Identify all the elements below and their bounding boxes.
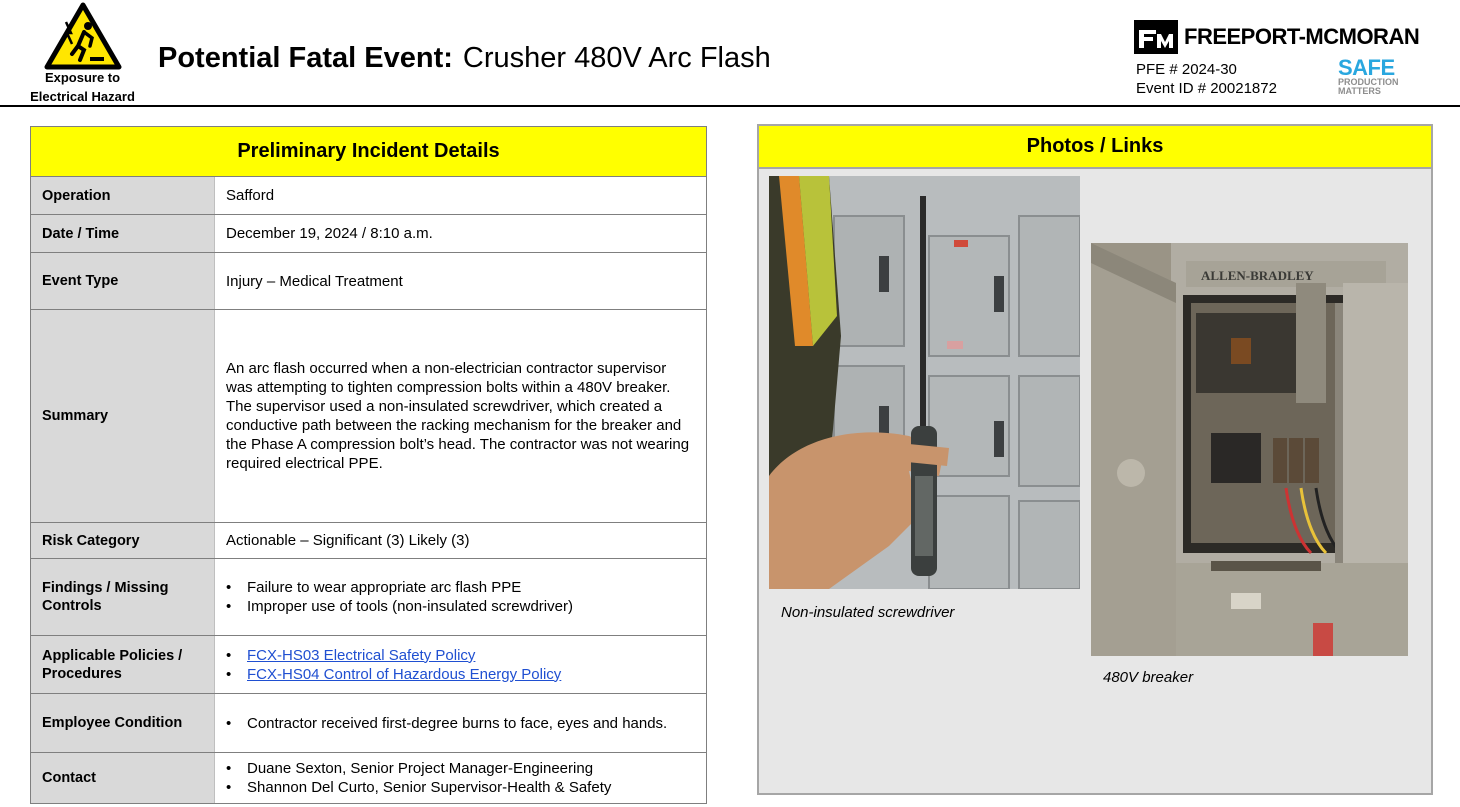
breaker-photo: [1091, 243, 1408, 656]
risk-category-value: Actionable – Significant (3) Likely (3): [226, 532, 470, 549]
operation-value: Safford: [226, 187, 275, 204]
list-item: • Improper use of tools (non-insulated screwdriver): [226, 597, 573, 616]
date-time-value: December 19, 2024 / 8:10 a.m.: [226, 225, 433, 242]
findings-label: Findings / Missing Controls: [31, 559, 215, 635]
row-event-type: [31, 253, 706, 310]
pfe-number: PFE # 2024-30: [1136, 61, 1237, 78]
screwdriver-caption: Non-insulated screwdriver: [781, 604, 955, 621]
page-header: [0, 0, 1460, 106]
electrical-hazard-warning-icon: [44, 2, 122, 70]
list-item: • Shannon Del Curto, Senior Supervisor-Health & Safety: [226, 778, 611, 797]
list-item: • Contractor received first-degree burns to face, eyes and hands.: [226, 714, 667, 733]
summary-label: Summary: [31, 310, 215, 522]
hazard-label-line2: Electrical Hazard: [30, 89, 135, 104]
row-summary: [31, 310, 706, 523]
screwdriver-photo: [769, 176, 1080, 589]
event-identifiers: [1136, 60, 1277, 98]
list-item: • Failure to wear appropriate arc flash PPE: [226, 578, 573, 597]
title-prefix: Potential Fatal Event:: [158, 42, 453, 74]
row-operation: [31, 177, 706, 215]
row-policies: [31, 636, 706, 694]
event-id: Event ID # 20021872: [1136, 80, 1277, 97]
photos-links-heading: Photos / Links: [759, 126, 1431, 169]
event-type-value: Injury – Medical Treatment: [226, 272, 403, 290]
incident-details-heading: Preliminary Incident Details: [31, 127, 706, 177]
safe-logo-tagline: [1338, 78, 1408, 96]
company-name: FREEPORT-MCMORAN: [1184, 24, 1420, 49]
title-event-name: Crusher 480V Arc Flash: [462, 42, 771, 74]
contact-list: [226, 759, 611, 797]
safe-logo-line2: MATTERS: [1338, 86, 1381, 96]
policies-label: Applicable Policies / Procedures: [31, 636, 215, 693]
findings-list: [226, 578, 573, 616]
fm-logo-mark-icon: [1134, 20, 1178, 54]
summary-value: An arc flash occurred when a non-electrician contractor supervisor was attempting to tighten compression bolts within a 480V breaker. The supervisor used a non-insulated screwdriver, which created a conductive path between the racking mechanism for the breaker and the Phase A compression bolt’s head. The contractor was not wearing required electrical PPE.: [226, 360, 690, 472]
safe-production-matters-logo: [1338, 57, 1408, 97]
contact-label: Contact: [31, 753, 215, 803]
policy-link-electrical-safety[interactable]: FCX-HS03 Electrical Safety Policy: [247, 646, 476, 664]
policy-link-hazardous-energy[interactable]: FCX-HS04 Control of Hazardous Energy Policy: [247, 665, 562, 683]
date-time-label: Date / Time: [31, 215, 215, 252]
row-employee-condition: [31, 694, 706, 753]
breaker-caption: 480V breaker: [1103, 669, 1194, 686]
list-item: • Duane Sexton, Senior Project Manager-Engineering: [226, 759, 611, 778]
company-logo: [1134, 20, 1420, 56]
safe-logo-word: SAFE: [1338, 55, 1395, 80]
row-risk-category: [31, 523, 706, 559]
operation-label: Operation: [31, 177, 215, 214]
photos-links-panel: [757, 124, 1433, 795]
condition-list: [226, 714, 667, 733]
hazard-label-line1: Exposure to: [44, 70, 121, 85]
breaker-nameplate: ALLEN-BRADLEY: [1201, 268, 1314, 283]
event-type-label: Event Type: [31, 253, 215, 309]
safe-logo-line1: PRODUCTION: [1338, 77, 1399, 87]
row-contact: [31, 753, 706, 803]
hazard-label: [10, 68, 155, 106]
row-findings: [31, 559, 706, 636]
risk-category-label: Risk Category: [31, 523, 215, 558]
header-divider: [0, 105, 1460, 107]
page-title: [158, 42, 771, 75]
policies-list: [226, 646, 561, 684]
employee-condition-label: Employee Condition: [31, 694, 215, 752]
incident-details-table: [30, 126, 707, 804]
row-date-time: [31, 215, 706, 253]
